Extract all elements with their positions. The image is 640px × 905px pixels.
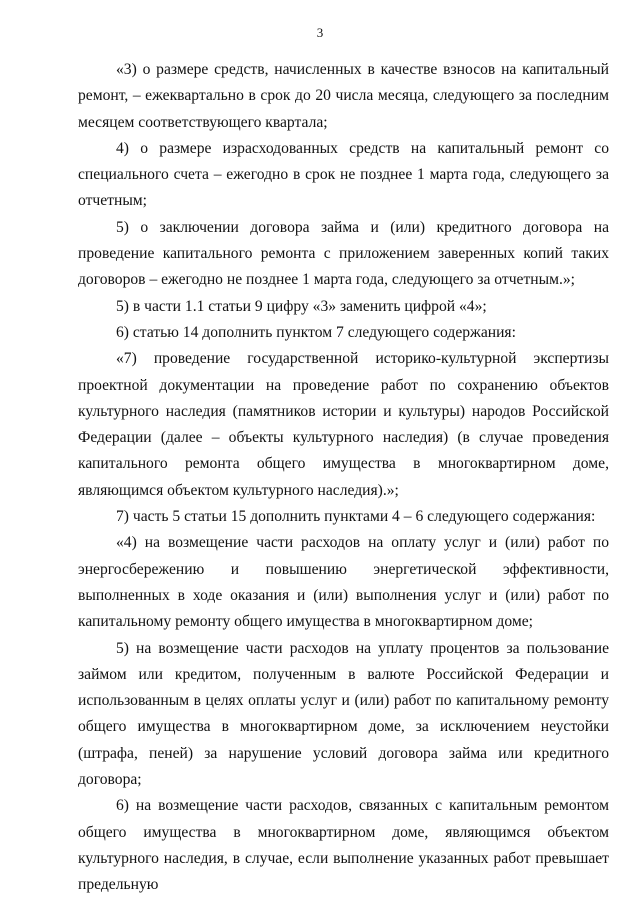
- paragraph-amendment-article-14: 6) статью 14 дополнить пунктом 7 следующего содержания:: [116, 323, 516, 341]
- paragraph-amendment-article-9: 5) в части 1.1 статьи 9 цифру «3» заменить цифрой «4»;: [116, 297, 487, 315]
- paragraph-item-4-energy-saving: «4) на возмещение части расходов на оплату услуг и (или) работ по энергосбережению и повышению энергетической эффективности, выполненных в ходе оказания и (или) выполнения услуг и (или) работ по капитальному ремонту общего имущества в многоквартирном доме;: [78, 534, 609, 631]
- paragraph-item-5-loan-interest: 5) на возмещение части расходов на уплату процентов за пользование займом или кредитом, полученным в валюте Российской Федерации и использованным в целях оплаты услуг и (или) работ по капитальному ремонту общего имущества в многоквартирном доме, за исключением неустойки (штрафа, пеней) за нарушение условий договора займа или кредитного договора;: [78, 639, 609, 789]
- paragraph-item-4-spent-funds: 4) о размере израсходованных средств на капитальный ремонт со специального счета – ежегодно в срок не позднее 1 марта года, следующего за отчетным;: [78, 139, 609, 210]
- paragraph-item-3-capital-contributions: «3) о размере средств, начисленных в качестве взносов на капитальный ремонт, – ежеквартально в срок до 20 числа месяца, следующего за последним месяцем соответствующего квартала;: [78, 61, 609, 131]
- paragraph-item-6-heritage-repair: 6) на возмещение части расходов, связанных с капитальным ремонтом общего имущества в многоквартирном доме, являющимся объектом культурного наследия, в случае, если выполнение указанных работ превышает предельную: [78, 797, 609, 894]
- paragraph-item-7-heritage-expertise: «7) проведение государственной историко-культурной экспертизы проектной документации на проведение работ по сохранению объектов культурного наследия (памятников истории и культуры) народов Российской Федерации (далее – объекты культурного наследия) (в случае проведения капитального ремонта общего имущества в многоквартирном доме, являющимся объектом культурного наследия).»;: [78, 350, 609, 499]
- document-body: [78, 57, 609, 899]
- paragraph-amendment-article-15: 7) часть 5 статьи 15 дополнить пунктами 4 – 6 следующего содержания:: [116, 508, 596, 526]
- paragraph-item-5-loan-agreement: 5) о заключении договора займа и (или) кредитного договора на проведение капитального ремонта с приложением заверенных копий таких договоров – ежегодно не позднее 1 марта года, следующего за отчетным.»;: [78, 218, 609, 289]
- page-number: 3: [316, 25, 324, 40]
